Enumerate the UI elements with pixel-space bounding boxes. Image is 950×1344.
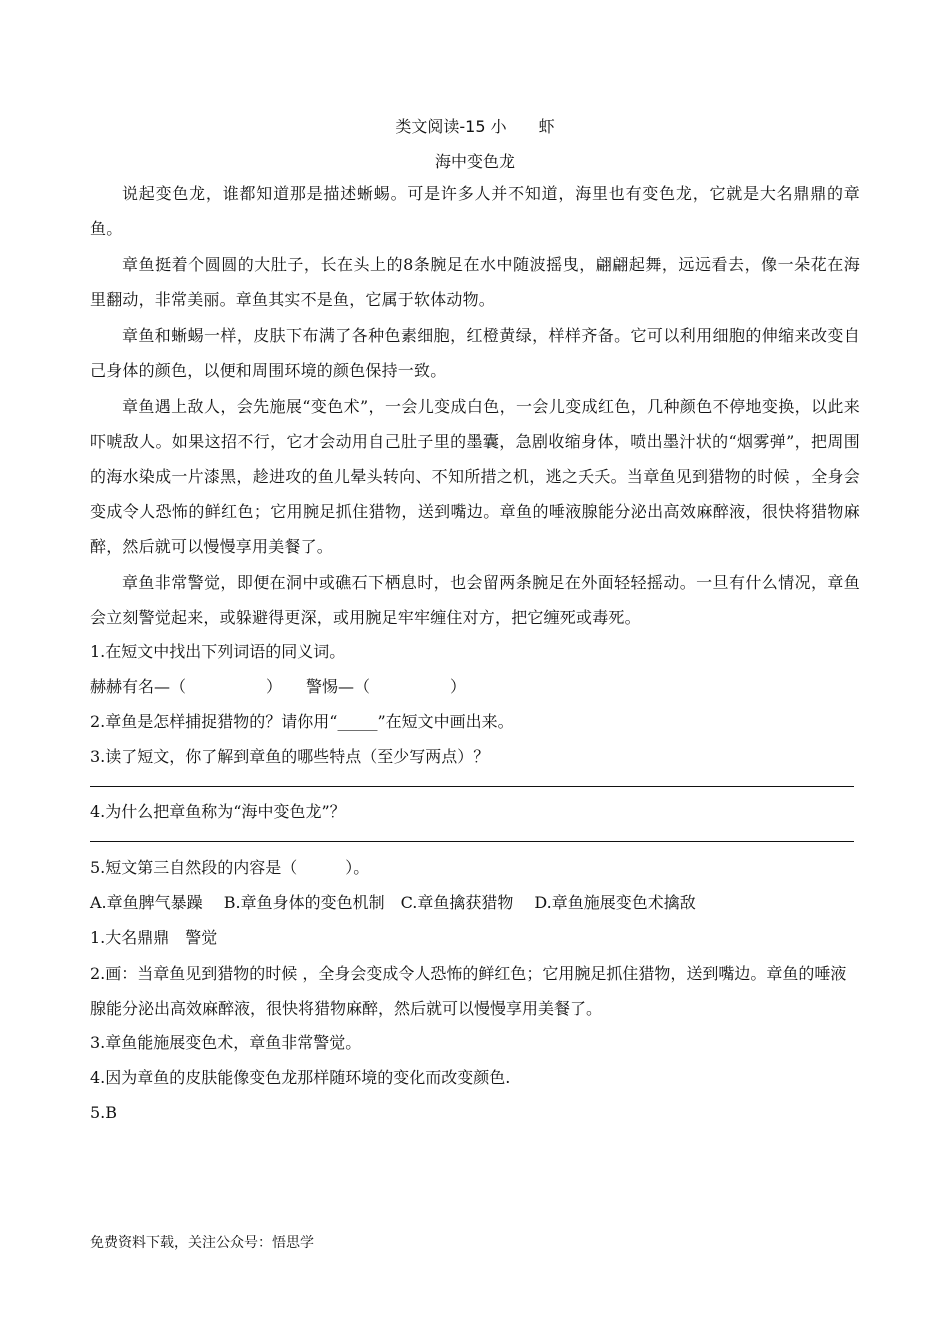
question-3: 3.读了短文，你了解到章鱼的哪些特点（至少写两点）？: [90, 747, 490, 766]
passage-paragraph-4: 章鱼遇上敌人，会先施展“变色术”，一会儿变成白色，一会儿变成红色，几种颜色不停地变换，以此来吓唬敌人。如果这招不行，它才会动用自己肚子里的墨囊，急剧收缩身体，喷出墨汁状的“烟雾弹”，把周围的海水染成一片漆黑，趁进攻的鱼儿晕头转向、不知所措之机，逃之夭夭。当章鱼见到猎物的时候 ，全身会变成令人恐怖的鲜红色；它用腕足抓住猎物，送到嘴边。章鱼的唾液腺能分泌出高效麻醉液，很快将猎物麻醉，然后就可以慢慢享用美餐了。: [90, 397, 860, 556]
answer-1: 1.大名鼎鼎 警觉: [90, 928, 218, 947]
passage-paragraph-5: 章鱼非常警觉，即便在洞中或礁石下栖息时，也会留两条腕足在外面轻轻摇动。一旦有什么情况，章鱼会立刻警觉起来，或躲避得更深，或用腕足牢牢缠住对方，把它缠死或毒死。: [90, 573, 860, 627]
passage-paragraph-3: 章鱼和蜥蜴一样，皮肤下布满了各种色素细胞，红橙黄绿，样样齐备。它可以利用细胞的伸缩来改变自己身体的颜色，以便和周围环境的颜色保持一致。: [90, 326, 860, 380]
question-4: 4.为什么把章鱼称为“海中变色龙”？: [90, 802, 346, 821]
passage-title: 海中变色龙: [434, 152, 515, 171]
passage-paragraph-2: 章鱼挺着个圆圆的大肚子，长在头上的8条腕足在水中随波摇曳，翩翩起舞，远远看去，像一朵花在海里翻动，非常美丽。章鱼其实不是鱼，它属于软体动物。: [90, 255, 860, 309]
question-1: 1.在短文中找出下列词语的同义词。: [90, 642, 346, 661]
answer-3: 3.章鱼能施展变色术，章鱼非常警觉。: [90, 1033, 362, 1052]
document-title: 类文阅读-15 小 虾: [395, 117, 555, 136]
question-5-options: A.章鱼脾气暴躁 B.章鱼身体的变色机制 C.章鱼擒获猎物 D.章鱼施展变色术擒敌: [90, 893, 696, 912]
answer-line-4: [90, 841, 854, 842]
answer-line-3: [90, 786, 854, 787]
answer-5: 5.B: [90, 1103, 118, 1122]
question-5: 5.短文第三自然段的内容是（ ）。: [90, 858, 370, 877]
question-2: 2.章鱼是怎样捕捉猎物的？请你用“_____”在短文中画出来。: [90, 712, 514, 731]
question-1-items: 赫赫有名—（ ） 警惕—（ ）: [90, 677, 467, 696]
footer-note: 免费资料下载，关注公众号：悟思学: [90, 1235, 314, 1251]
answer-4: 4.因为章鱼的皮肤能像变色龙那样随环境的变化而改变颜色.: [90, 1068, 511, 1087]
passage-paragraph-1: 说起变色龙，谁都知道那是描述蜥蜴。可是许多人并不知道，海里也有变色龙，它就是大名鼎鼎的章鱼。: [90, 184, 860, 238]
answer-2: 2.画：当章鱼见到猎物的时候 ，全身会变成令人恐怖的鲜红色；它用腕足抓住猎物，送到嘴边。章鱼的唾液腺能分泌出高效麻醉液，很快将猎物麻醉，然后就可以慢慢享用美餐了。: [90, 964, 847, 1018]
